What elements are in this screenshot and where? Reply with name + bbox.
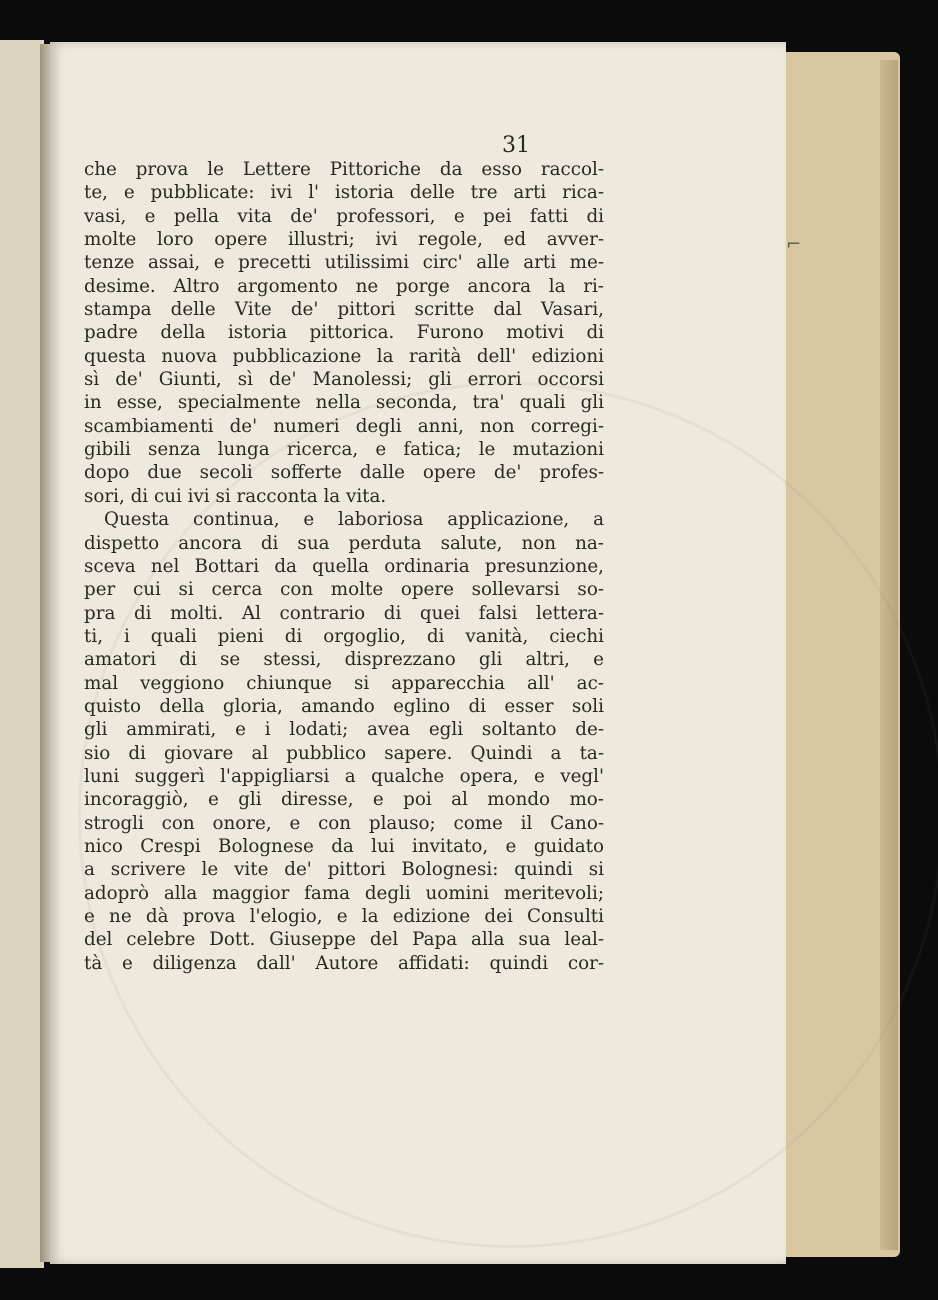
text-line: per cui si cerca con molte opere sollevarsi so- [84,579,604,601]
text-line: molte loro opere illustri; ivi regole, ed avver- [84,229,604,251]
text-line: sio di giovare al pubblico sapere. Quindi a ta- [84,742,604,764]
text-line: sori, di cui ivi si racconta la vita. [84,485,387,507]
text-line: e ne dà prova l'elogio, e la edizione dei Consulti [84,906,604,927]
text-line: dopo due secoli sofferte dalle opere de' profes- [84,462,604,484]
text-line: sì de' Giunti, sì de' Manolessi; gli errori occorsi [84,369,604,391]
text-line: incoraggiò, e gli diresse, e poi al mondo mo- [84,789,604,811]
text-line: amatori di se stessi, disprezzano gli altri, e [84,649,604,671]
text-line: adoprò alla maggior fama degli uomini meritevoli; [84,882,604,904]
text-line: gibili senza lunga ricerca, e fatica; le mutazioni [84,439,604,461]
text-line: padre della istoria pittorica. Furono motivi di [84,322,604,344]
facing-page-edge [0,40,44,1268]
text-line: pra di molti. Al contrario di quei falsi lettera- [84,602,604,624]
text-line: nico Crespi Bolognese da lui invitato, e guidato [84,835,604,857]
text-line: a scrivere le vite de' pittori Bolognesi: quindi si [84,859,604,881]
text-line: stampa delle Vite de' pittori scritte dal Vasari, [84,299,604,321]
text-line: tenze assai, e precetti utilissimi circ' alle arti me- [84,252,604,274]
text-line: vasi, e pella vita de' professori, e pei fatti di [84,205,604,227]
text-line: quisto della gloria, amando eglino di esser soli [84,695,604,717]
text-line: Questa continua, e laboriosa applicazione, a [104,509,604,531]
text-line: mal veggiono chiunque si apparecchia all' ac- [84,672,604,694]
text-line: questa nuova pubblicazione la rarità dell' edizioni [84,345,604,367]
text-line: te, e pubblicate: ivi l' istoria delle tre arti rica- [84,182,604,204]
text-line: gli ammirati, e i lodati; avea egli soltanto de- [84,719,604,741]
text-line: del celebre Dott. Giuseppe del Papa alla sua leal- [84,929,604,951]
body-text [84,158,604,975]
margin-annotation: ⌐ [786,234,802,255]
text-line: luni suggerì l'appigliarsi a qualche opera, e vegl' [84,765,604,787]
text-line: scambiamenti de' numeri degli anni, non corregi- [84,415,604,437]
text-line: ti, i quali pieni di orgoglio, di vanità, ciechi [84,625,604,647]
text-line: tà e diligenza dall' Autore affidati: quindi cor- [84,952,604,974]
text-line: in esse, specialmente nella seconda, tra' quali gli [84,392,604,414]
text-line: sceva nel Bottari da quella ordinaria presunzione, [84,555,604,577]
page-number: 31 [502,133,530,158]
text-line: dispetto ancora di sua perduta salute, non na- [84,532,604,554]
text-line: che prova le Lettere Pittoriche da esso raccol- [84,159,604,180]
text-line: desime. Altro argomento ne porge ancora la ri- [84,275,604,297]
text-line: strogli con onore, e con plauso; come il Cano- [84,812,604,834]
